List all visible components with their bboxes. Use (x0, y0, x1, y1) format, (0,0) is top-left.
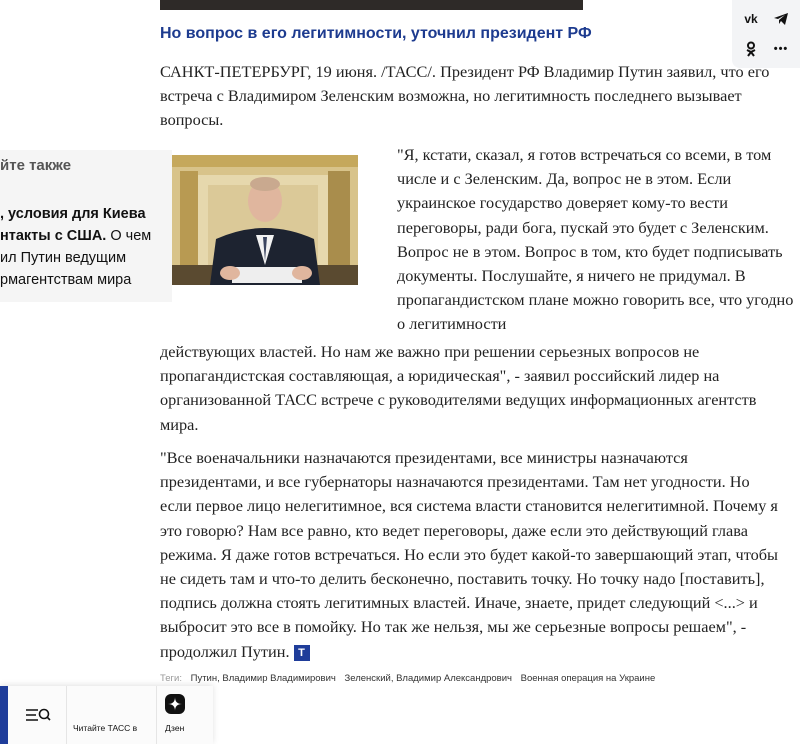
article-lead: САНКТ-ПЕТЕРБУРГ, 19 июня. /ТАСС/. Президент РФ Владимир Путин заявил, что его встреча с Владимиром Зеленским возможна, но легитимность последнего вызывает вопросы. (160, 62, 770, 130)
see-also-line4: рмагентствам мира (0, 272, 132, 288)
share-panel (732, 0, 800, 68)
see-also-block[interactable] (0, 150, 172, 302)
tags-row (160, 673, 661, 684)
tag-link[interactable]: Путин, Владимир Владимирович (190, 673, 336, 684)
dzen-icon (165, 694, 185, 714)
header-image-bottom-strip (160, 0, 583, 10)
article-quote1-part2: действующих властей. Но нам же важно при решении серьезных вопросов не пропагандистская составляющая, а юридическая", - заявил российский лидер на организованной ТАСС встрече с руководителями ведущих информационных агентств мира. (160, 342, 757, 434)
tag-link[interactable]: Зеленский, Владимир Александрович (344, 673, 512, 684)
article-photo (172, 155, 358, 285)
article-quote2 (160, 446, 780, 664)
see-also-line2-bold: нтакты с США. (0, 228, 107, 244)
telegram-icon (773, 12, 789, 26)
see-also-line3: ил Путин ведущим (0, 250, 127, 266)
see-also-line1: , условия для Киева (0, 206, 146, 222)
read-tass-label: Читайте ТАСС в (73, 723, 138, 733)
article-subtitle: Но вопрос в его легитимности, уточнил президент РФ (160, 25, 592, 42)
vk-icon: vk (744, 12, 758, 26)
article-quote1-part1: "Я, кстати, сказал, я готов встречаться со всеми, в том числе и с Зеленским. Да, вопрос не в этом. Если украинское государство доверяет кому-то вести переговоры, ради бога, пускай это будет с Зеленским. Вопрос не в этом. Вопрос в том, кто будет подписывать документы. Послушайте, я ничего не придумал. В пропагандистском плане можно говорить все, что угодно о легитимности (397, 145, 794, 334)
see-also-label: йте также (0, 157, 72, 174)
read-tass-button[interactable] (66, 686, 156, 744)
tass-end-mark-icon: T (294, 645, 310, 661)
article-quote2-text: "Все военачальники назначаются президентами, все министры назначаются президентами, и все губернаторы назначаются президентами. Там нет угодности. Но если первое лицо нелегитимное, вся система власти становится нелегитимной. Почему я это говорю? Нам все равно, кто ведет переговоры, даже если это действующий глава режима. Я даже готов встречаться. Но если это будет какой-то завершающий этап, чтобы не сидеть там и что-то делить бесконечно, поставить точку. Но точку надо [поставить], подпись должна стоять легитимных властей. Иначе, знаете, придет следующий <...> и выбросит это все в помойку. Но так же нельзя, мы же серьезные вопросы решаем", - продолжил Путин. (160, 448, 779, 661)
menu-search-icon (25, 707, 51, 723)
tass-logo-edge[interactable] (0, 686, 8, 744)
vk-share-button[interactable] (736, 4, 766, 34)
ok-icon (745, 41, 757, 57)
tag-link[interactable]: Военная операция на Украине (520, 673, 656, 684)
telegram-share-button[interactable] (766, 4, 796, 34)
menu-search-button[interactable] (10, 686, 66, 744)
bottom-bar (0, 686, 213, 744)
dzen-label: Дзен (165, 723, 185, 733)
dzen-button[interactable] (156, 686, 213, 744)
see-also-line2-rest: О чем (106, 228, 152, 244)
more-icon: ••• (773, 43, 789, 55)
photo-illustration (172, 155, 358, 285)
see-also-link[interactable] (0, 203, 175, 291)
tags-label: Теги: (160, 673, 182, 684)
